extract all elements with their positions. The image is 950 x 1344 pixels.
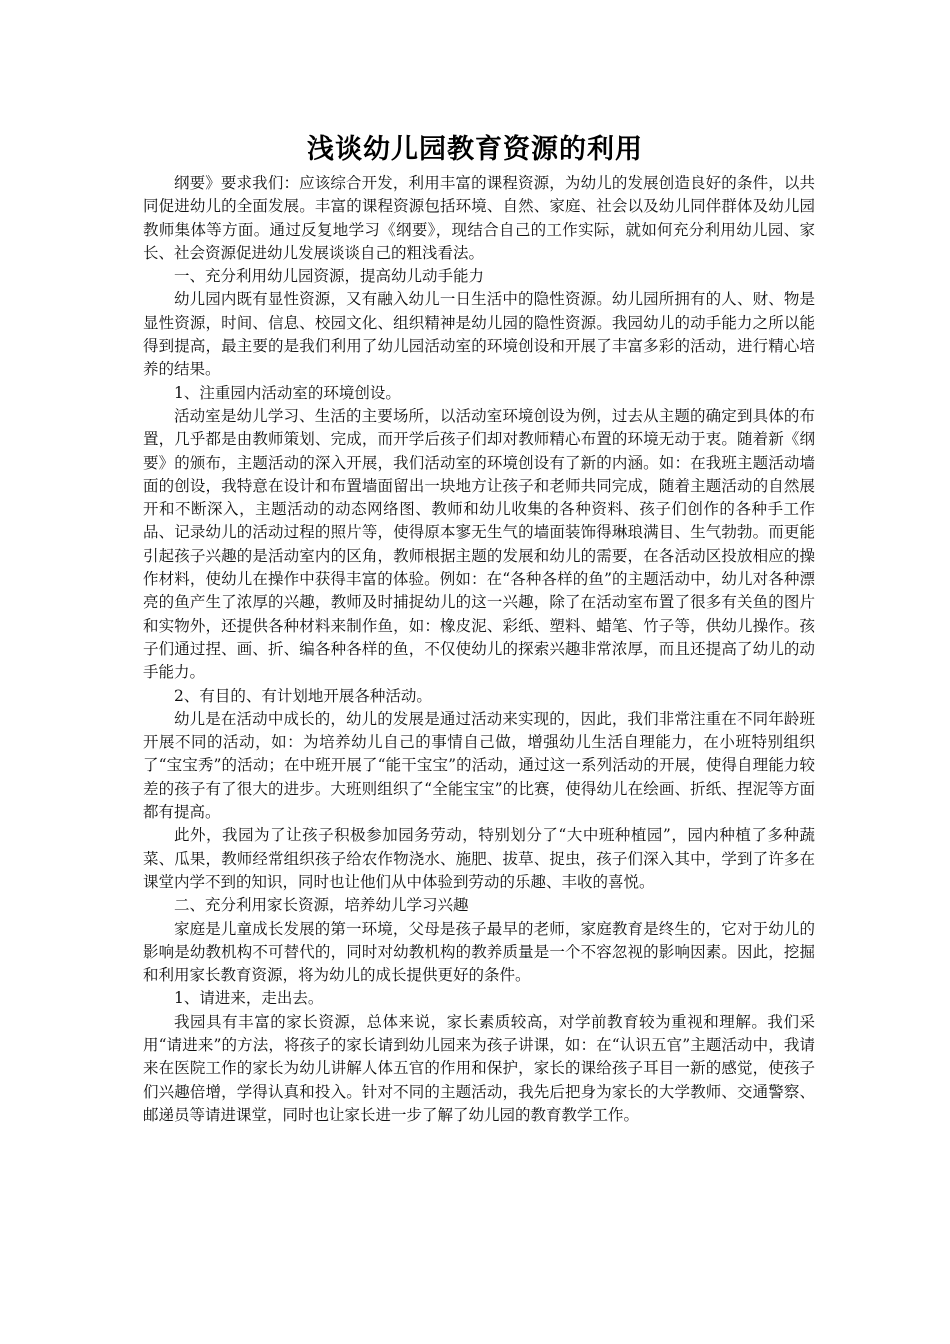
document-title: 浅谈幼儿园教育资源的利用	[307, 134, 643, 165]
paragraph: 幼儿是在活动中成长的，幼儿的发展是通过活动来实现的，因此，我们非常注重在不同年龄班开展不同的活动，如：为培养幼儿自己的事情自己做，增强幼儿生活自理能力，在小班特别组织了“宝宝秀”的活动；在中班开展了“能干宝宝”的活动，通过这一系列活动的开展，使得自理能力较差的孩子有了很大的进步。大班则组织了“全能宝宝”的比赛，使得幼儿在绘画、折纸、捏泥等方面都有提高。	[143, 709, 815, 822]
paragraph-intro: 纲要》要求我们：应该综合开发，利用丰富的课程资源，为幼儿的发展创造良好的条件，以共同促进幼儿的全面发展。丰富的课程资源包括环境、自然、家庭、社会以及幼儿同伴群体及幼儿园教师集体等方面。通过反复地学习《纲要》，现结合自己的工作实际，就如何充分利用幼儿园、家长、社会资源促进幼儿发展谈谈自己的粗浅看法。	[143, 174, 815, 262]
paragraph: 我园具有丰富的家长资源，总体来说，家长素质较高，对学前教育较为重视和理解。我们采用“请进来”的方法，将孩子的家长请到幼儿园来为孩子讲课，如：在“认识五官”主题活动中，我请来在医院工作的家长为幼儿讲解人体五官的作用和保护，家长的课给孩子耳目一新的感觉，使孩子们兴趣倍增，学得认真和投入。针对不同的主题活动，我先后把身为家长的大学教师、交通警察、邮递员等请进课堂，同时也让家长进一步了解了幼儿园的教育教学工作。	[143, 1012, 815, 1124]
paragraph: 幼儿园内既有显性资源，又有融入幼儿一日生活中的隐性资源。幼儿园所拥有的人、财、物是显性资源，时间、信息、校园文化、组织精神是幼儿园的隐性资源。我园幼儿的动手能力之所以能得到提高，最主要的是我们利用了幼儿园活动室的环境创设和开展了丰富多彩的活动，进行精心培养的结果。	[143, 290, 815, 379]
paragraph: 此外，我园为了让孩子积极参加园务劳动，特别划分了“大中班种植园”，园内种植了多种蔬菜、瓜果，教师经常组织孩子给农作物浇水、施肥、拔草、捉虫，孩子们深入其中，学到了许多在课堂内学不到的知识，同时也让他们从中体验到劳动的乐趣、丰收的喜悦。	[143, 826, 815, 891]
subsection-heading: 2、有目的、有计划地开展各种活动。	[174, 686, 432, 705]
section-heading-2: 二、充分利用家长资源，培养幼儿学习兴趣	[174, 896, 469, 915]
paragraph: 家庭是儿童成长发展的第一环境，父母是孩子最早的老师，家庭教育是终生的，它对于幼儿的影响是幼教机构不可替代的，同时对幼教机构的教养质量是一个不容忽视的影响因素。因此，挖掘和利用家长教育资源，将为幼儿的成长提供更好的条件。	[143, 919, 815, 985]
document-body	[143, 172, 815, 1127]
section-heading-1: 一、充分利用幼儿园资源，提高幼儿动手能力	[174, 267, 485, 286]
paragraph: 活动室是幼儿学习、生活的主要场所，以活动室环境创设为例，过去从主题的确定到具体的布置，几乎都是由教师策划、完成，而开学后孩子们却对教师精心布置的环境无动于衷。随着新《纲要》的颁布，主题活动的深入开展，我们活动室的环境创设有了新的内涵。如：在我班主题活动墙面的创设，我特意在设计和布置墙面留出一块地方让孩子和老师共同完成，随着主题活动的自然展开和不断深入，主题活动的动态网络图、教师和幼儿收集的各种资料、孩子们创作的各种手工作品、记录幼儿的活动过程的照片等，使得原本寥无生气的墙面装饰得琳琅满目、生气勃勃。而更能引起孩子兴趣的是活动室内的区角，教师根据主题的发展和幼儿的需要，在各活动区投放相应的操作材料，使幼儿在操作中获得丰富的体验。例如：在“各种各样的鱼”的主题活动中，幼儿对各种漂亮的鱼产生了浓厚的兴趣，教师及时捕捉幼儿的这一兴趣，除了在活动室布置了很多有关鱼的图片和实物外，还提供各种材料来制作鱼，如：橡皮泥、彩纸、塑料、蜡笔、竹子等，供幼儿操作。孩子们通过捏、画、折、编各种各样的鱼，不仅使幼儿的探索兴趣非常浓厚，而且还提高了幼儿的动手能力。	[143, 406, 815, 682]
subsection-heading: 1、请进来，走出去。	[174, 989, 324, 1008]
subsection-heading: 1、注重园内活动室的环境创设。	[174, 383, 401, 402]
